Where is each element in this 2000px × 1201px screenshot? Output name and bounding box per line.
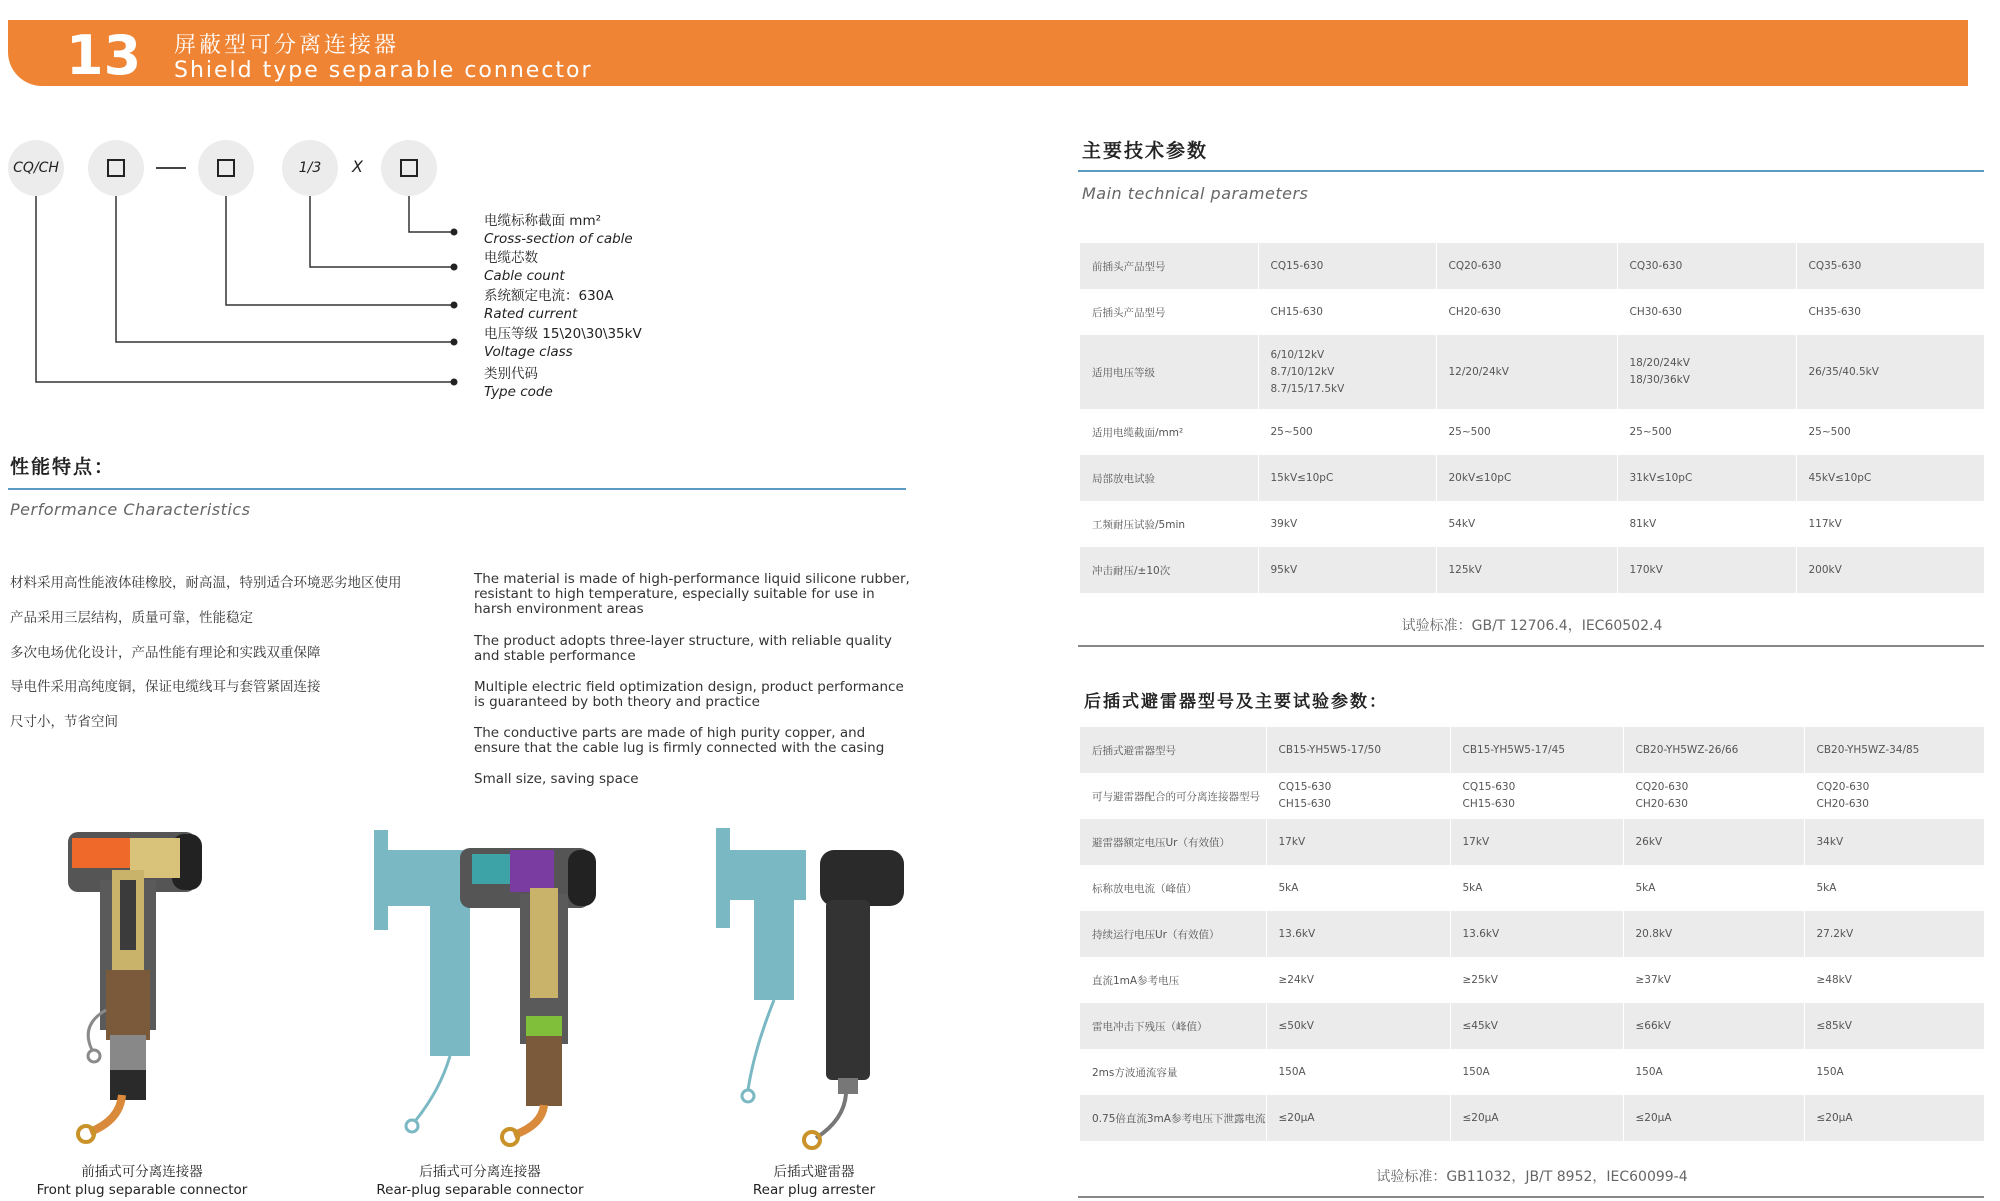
table-row <box>1080 409 1984 455</box>
table-cell: ≤45kV <box>1450 1003 1623 1049</box>
table-cell: CQ35-630 <box>1796 243 1984 289</box>
cell-line: CH20-630 <box>1635 798 1688 810</box>
table-cell <box>1258 335 1436 409</box>
row-label: 标称放电电流（峰值） <box>1092 882 1197 895</box>
arrester-table <box>1080 727 1984 1141</box>
table-cell: 13.6kV <box>1450 911 1623 957</box>
table-row <box>1080 1003 1984 1049</box>
product-label-zh: 后插式可分离连接器 <box>419 1164 541 1180</box>
params-std-line <box>1078 645 1984 647</box>
table-cell: 125kV <box>1436 547 1617 593</box>
table-cell: ≤20μA <box>1266 1095 1450 1141</box>
product-label-zh: 前插式可分离连接器 <box>81 1164 203 1180</box>
legend-zh: 系统额定电流：630A <box>484 288 614 304</box>
table-cell <box>1436 335 1617 409</box>
table-cell: ≥37kV <box>1623 957 1804 1003</box>
row-label: 雷电冲击下残压（峰值） <box>1080 1003 1266 1049</box>
feature-en: The product adopts three-layer structure, with reliable quality and stable performance <box>474 633 892 664</box>
code-count: 1/3 <box>298 160 322 176</box>
legend-en: Cross-section of cable <box>484 231 633 247</box>
title-en: Shield type separable connector <box>174 58 593 83</box>
legend-item <box>484 325 642 361</box>
table-row <box>1080 335 1984 409</box>
arrester-title-zh: 后插式避雷器型号及主要试验参数： <box>1084 692 1388 712</box>
legend-item <box>484 365 553 401</box>
product-label-zh: 后插式避雷器 <box>773 1164 855 1180</box>
table-cell: CB15-YH5W5-17/50 <box>1266 727 1450 773</box>
table-cell <box>1796 335 1984 409</box>
table-cell: CB20-YH5WZ-34/85 <box>1804 727 1984 773</box>
cell-line: CQ20-630 <box>1816 781 1870 793</box>
cell-line: 6/10/12kV <box>1270 348 1325 361</box>
product-label-en: Front plug separable connector <box>36 1182 248 1198</box>
table-row <box>1080 243 1984 289</box>
row-label: 2ms方波通流容量 <box>1092 1066 1178 1079</box>
table-cell: CH15-630 <box>1258 289 1436 335</box>
arrester-std-line <box>1078 1196 1984 1198</box>
table-cell: 17kV <box>1450 819 1623 865</box>
table-cell: 54kV <box>1436 501 1617 547</box>
legend-en: Cable count <box>484 268 565 284</box>
table-cell: CQ20-630 <box>1436 243 1617 289</box>
table-cell: 150A <box>1623 1049 1804 1095</box>
row-label: 冲击耐压/±10次 <box>1080 547 1258 593</box>
cell-line: CQ20-630 <box>1635 781 1689 793</box>
params-title-en: Main technical parameters <box>1082 184 1309 203</box>
table-cell: 150A <box>1804 1049 1984 1095</box>
table-cell: CB15-YH5W5-17/45 <box>1450 727 1623 773</box>
row-label: 直流1mA参考电压 <box>1092 974 1180 987</box>
table-cell: ≤66kV <box>1623 1003 1804 1049</box>
cell-line: 8.7/10/12kV <box>1270 365 1335 378</box>
table-cell: 95kV <box>1258 547 1436 593</box>
legend-zh: 电缆芯数 <box>484 250 538 266</box>
title-zh: 屏蔽型可分离连接器 <box>174 33 400 58</box>
table-cell: 13.6kV <box>1266 911 1450 957</box>
cell-line: CH20-630 <box>1816 798 1869 810</box>
legend-zh: 类别代码 <box>484 366 538 382</box>
feature-zh: 材料采用高性能液体硅橡胶，耐高温，特别适合环境恶劣地区使用 <box>10 575 402 591</box>
feature-en: Multiple electric field optimization design, product performance is guaranteed by both theory and practice <box>474 679 904 710</box>
front-plug-illustration <box>40 820 230 1150</box>
table-cell: 5kA <box>1266 865 1450 911</box>
table-row <box>1080 865 1984 911</box>
table-row <box>1080 957 1984 1003</box>
table-row <box>1080 773 1984 819</box>
table-cell <box>1450 773 1623 819</box>
product-label-en: Rear plug arrester <box>752 1182 876 1198</box>
table-cell: 170kV <box>1617 547 1796 593</box>
table-cell: 150A <box>1450 1049 1623 1095</box>
legend-zh: 电压等级 15\20\30\35kV <box>484 326 642 342</box>
section-number: 13 <box>66 24 142 87</box>
rear-plug-illustration <box>370 820 600 1150</box>
table-cell: 5kA <box>1623 865 1804 911</box>
cell-line: CH15-630 <box>1462 798 1515 810</box>
feature-zh: 产品采用三层结构，质量可靠，性能稳定 <box>10 610 253 626</box>
params-rule <box>1078 170 1984 172</box>
cell-line: 12/20/24kV <box>1448 365 1509 378</box>
table-cell: 20kV≤10pC <box>1436 455 1617 501</box>
cell-line: CH15-630 <box>1278 798 1331 810</box>
cell-line: 8.7/15/17.5kV <box>1270 382 1345 395</box>
table-cell: 45kV≤10pC <box>1796 455 1984 501</box>
row-label: 后插头产品型号 <box>1092 306 1166 319</box>
arrester-illustration <box>714 820 914 1150</box>
code-prefix: CQ/CH <box>13 160 59 176</box>
row-label: 0.75倍直流3mA参考电压下泄露电流 <box>1080 1095 1266 1141</box>
table-cell: ≤20μA <box>1804 1095 1984 1141</box>
legend-en: Type code <box>484 384 553 400</box>
table-cell: ≤50kV <box>1266 1003 1450 1049</box>
table-cell: ≥24kV <box>1266 957 1450 1003</box>
row-label: 适用电压等级 <box>1080 335 1258 409</box>
table-cell: 17kV <box>1266 819 1450 865</box>
table-cell: ≤20μA <box>1450 1095 1623 1141</box>
cell-line: CQ15-630 <box>1462 781 1516 793</box>
table-row <box>1080 727 1984 773</box>
params-title-zh: 主要技术参数 <box>1082 140 1209 162</box>
feature-zh: 多次电场优化设计，产品性能有理论和实践双重保障 <box>10 645 321 661</box>
code-times: X <box>352 157 363 176</box>
table-row <box>1080 1049 1984 1095</box>
cell-line: 18/30/36kV <box>1629 374 1690 386</box>
product-label-en: Rear-plug separable connector <box>376 1182 584 1198</box>
feature-en: Small size, saving space <box>474 771 639 787</box>
row-label: 持续运行电压Ur（有效值） <box>1080 911 1266 957</box>
feature-en: The material is made of high-performance liquid silicone rubber, resistant to high temperature, especially suitable for use in harsh environment areas <box>474 571 910 617</box>
arrester-standard: 试验标准：GB11032，JB/T 8952，IEC60099-4 <box>1376 1169 1688 1185</box>
table-cell: 150A <box>1266 1049 1450 1095</box>
row-label: 可与避雷器配合的可分离连接器型号 <box>1092 790 1260 803</box>
table-cell: 25~500 <box>1796 409 1984 455</box>
table-cell: CB20-YH5WZ-26/66 <box>1623 727 1804 773</box>
params-standard: 试验标准：GB/T 12706.4，IEC60502.4 <box>1401 618 1663 634</box>
table-cell: CH20-630 <box>1436 289 1617 335</box>
table-cell: 31kV≤10pC <box>1617 455 1796 501</box>
legend-en: Voltage class <box>484 344 573 360</box>
row-label: 工频耐压试验/5min <box>1092 518 1186 531</box>
table-cell: 27.2kV <box>1804 911 1984 957</box>
table-cell: ≤85kV <box>1804 1003 1984 1049</box>
table-cell: 5kA <box>1450 865 1623 911</box>
table-row <box>1080 1095 1984 1141</box>
features-rule <box>8 488 906 490</box>
table-cell <box>1617 335 1796 409</box>
table-row <box>1080 911 1984 957</box>
table-cell: 81kV <box>1617 501 1796 547</box>
table-cell <box>1266 773 1450 819</box>
cell-line: 26/35/40.5kV <box>1808 365 1879 378</box>
table-row <box>1080 547 1984 593</box>
row-label: 避雷器额定电压Ur（有效值） <box>1080 819 1266 865</box>
table-cell: ≥48kV <box>1804 957 1984 1003</box>
feature-en: The conductive parts are made of high purity copper, and ensure that the cable lug is firmly connected with the casing <box>474 725 885 756</box>
table-cell: 117kV <box>1796 501 1984 547</box>
table-row <box>1080 289 1984 335</box>
code-leader-lines <box>0 0 480 400</box>
table-cell: 26kV <box>1623 819 1804 865</box>
table-cell: ≥25kV <box>1450 957 1623 1003</box>
table-cell <box>1804 773 1984 819</box>
table-cell: 39kV <box>1258 501 1436 547</box>
table-cell: 25~500 <box>1258 409 1436 455</box>
feature-zh: 尺寸小，节省空间 <box>10 714 118 730</box>
features-title-en: Performance Characteristics <box>10 500 251 519</box>
table-cell: ≤20μA <box>1623 1095 1804 1141</box>
row-label: 局部放电试验 <box>1080 455 1258 501</box>
table-row <box>1080 819 1984 865</box>
legend-item <box>484 287 614 323</box>
table-cell: 200kV <box>1796 547 1984 593</box>
table-cell: 20.8kV <box>1623 911 1804 957</box>
legend-en: Rated current <box>484 306 578 322</box>
table-row <box>1080 501 1984 547</box>
cell-line: 18/20/24kV <box>1629 357 1690 369</box>
table-cell: CQ30-630 <box>1617 243 1796 289</box>
table-cell: CQ15-630 <box>1258 243 1436 289</box>
feature-zh: 导电件采用高纯度铜，保证电缆线耳与套管紧固连接 <box>10 679 321 695</box>
table-cell: 25~500 <box>1617 409 1796 455</box>
row-label: 后插式避雷器型号 <box>1080 727 1266 773</box>
legend-item <box>484 249 565 285</box>
table-cell: 25~500 <box>1436 409 1617 455</box>
features-title-zh: 性能特点： <box>10 456 116 478</box>
legend-item <box>484 212 633 248</box>
row-label: 前插头产品型号 <box>1080 243 1258 289</box>
params-table <box>1080 243 1984 593</box>
legend-zh: 电缆标称截面 mm² <box>484 213 602 229</box>
table-row <box>1080 455 1984 501</box>
row-label: 适用电缆截面/mm² <box>1092 426 1184 439</box>
table-cell: CH30-630 <box>1617 289 1796 335</box>
table-cell: 34kV <box>1804 819 1984 865</box>
table-cell: 15kV≤10pC <box>1258 455 1436 501</box>
cell-line: CQ15-630 <box>1278 781 1332 793</box>
table-cell: CH35-630 <box>1796 289 1984 335</box>
table-cell: 5kA <box>1804 865 1984 911</box>
table-cell <box>1623 773 1804 819</box>
